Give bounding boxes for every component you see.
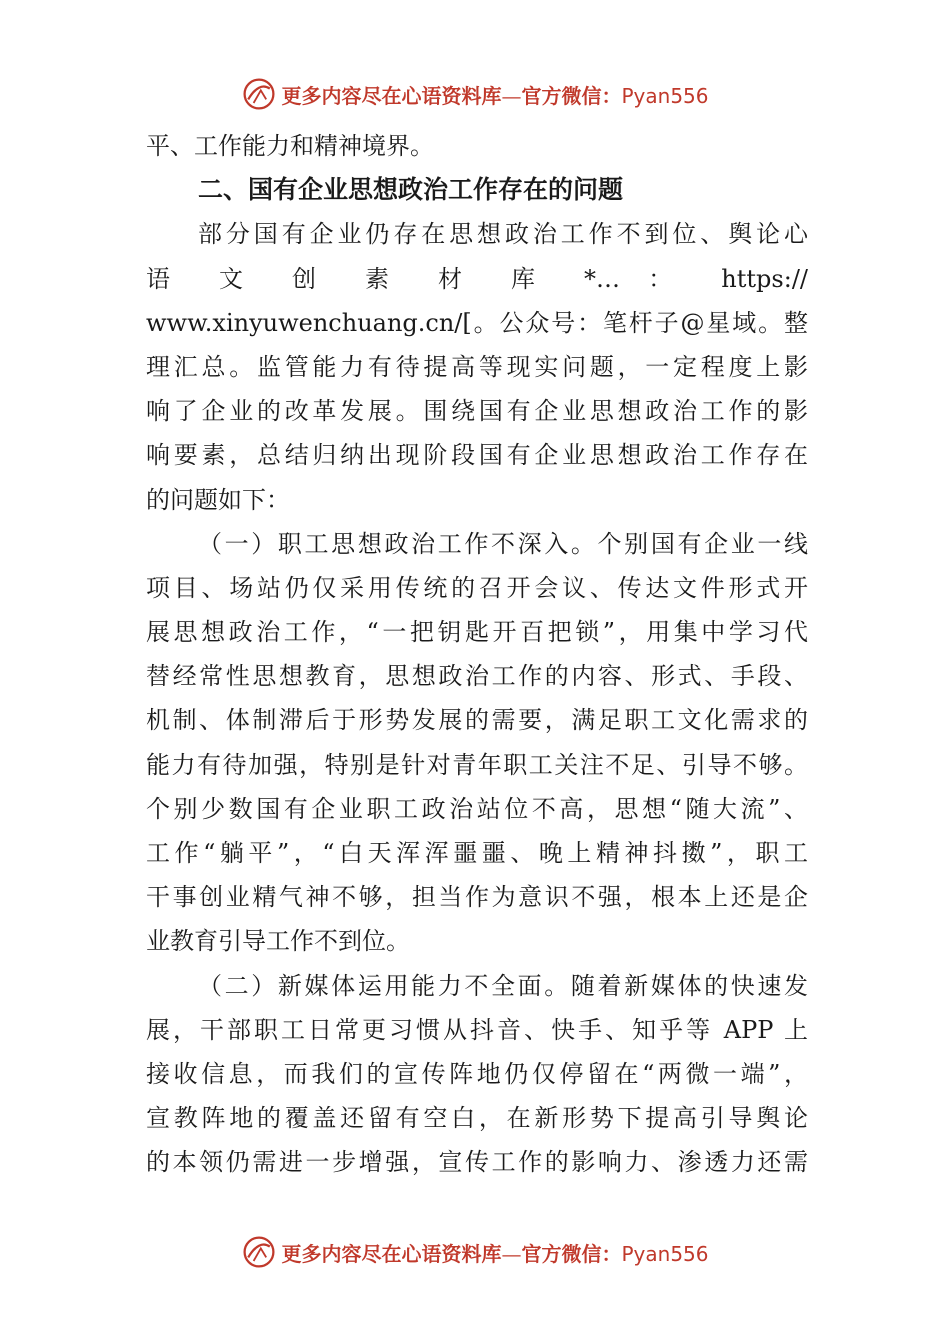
text-line: 项目、场站仍仅采用传统的召开会议、传达文件形式开 (146, 573, 808, 602)
header-banner (0, 72, 950, 116)
text-line: 宣教阵地的覆盖还留有空白，在新形势下提高引导舆论 (146, 1104, 808, 1133)
text-line: 展，干部职工日常更习惯从抖音、快手、知乎等 APP 上 (146, 1015, 808, 1044)
text-line: 干事创业精气神不够，担当作为意识不强，根本上还是企 (146, 883, 808, 912)
text-line: 响了企业的改革发展。围绕国有企业思想政治工作的影 (146, 397, 808, 426)
banner-contact-id: Pyan556 (621, 1241, 709, 1266)
banner-brand: 更多内容尽在心语资料库 (281, 1241, 502, 1266)
section-heading: 二、国有企业思想政治工作存在的问题 (198, 175, 624, 205)
subsection-line: （一）职工思想政治工作不深入。个别国有企业一线 (198, 529, 808, 558)
text-line: www.xinyuwenchuang.cn/[。公众号：笔杆子@星域。整 (146, 308, 808, 337)
text-line: 的问题如下： (146, 485, 290, 514)
banner-contact-id: Pyan556 (621, 83, 709, 108)
text-line: 展思想政治工作，“一把钥匙开百把锁”，用集中学习代 (146, 618, 808, 647)
text-line: 部分国有企业仍存在思想政治工作不到位、舆论心 (198, 220, 808, 249)
text-line: 语 文 创 素 材 库 *… ： https:// (146, 264, 808, 293)
text-line: 工作“躺平”，“白天浑浑噩噩、晚上精神抖擞”，职工 (146, 839, 808, 867)
banner-text (281, 1238, 708, 1267)
text-line: 能力有待加强，特别是针对青年职工关注不足、引导不够。 (146, 750, 808, 779)
text-line: 理汇总。监管能力有待提高等现实问题，一定程度上影 (146, 352, 808, 381)
text-line: 业教育引导工作不到位。 (146, 927, 410, 956)
text-line: 替经常性思想教育，思想政治工作的内容、形式、手段、 (146, 662, 808, 691)
banner-separator: — (501, 1241, 522, 1266)
text-line: 机制、体制滞后于形势发展的需要，满足职工文化需求的 (146, 706, 808, 735)
text-line: 响要素，总结归纳出现阶段国有企业思想政治工作存在 (146, 441, 808, 470)
banner-brand: 更多内容尽在心语资料库 (281, 83, 502, 108)
banner-separator: — (501, 83, 522, 108)
text-line: 个别少数国有企业职工政治站位不高，思想“随大流”、 (146, 794, 808, 823)
banner-contact-label: 官方微信： (521, 83, 622, 108)
brand-logo-icon (241, 76, 277, 112)
text-line: 平、工作能力和精神境界。 (146, 132, 434, 160)
document-body (146, 124, 808, 1185)
footer-banner (0, 1230, 950, 1274)
brand-logo-icon (241, 1234, 277, 1270)
banner-contact-label: 官方微信： (521, 1241, 622, 1266)
subsection-line: （二）新媒体运用能力不全面。随着新媒体的快速发 (198, 971, 808, 1000)
banner-text (281, 80, 708, 109)
text-line: 的本领仍需进一步增强，宣传工作的影响力、渗透力还需 (146, 1148, 808, 1177)
text-line: 接收信息，而我们的宣传阵地仍仅停留在“两微一端”， (146, 1059, 808, 1088)
